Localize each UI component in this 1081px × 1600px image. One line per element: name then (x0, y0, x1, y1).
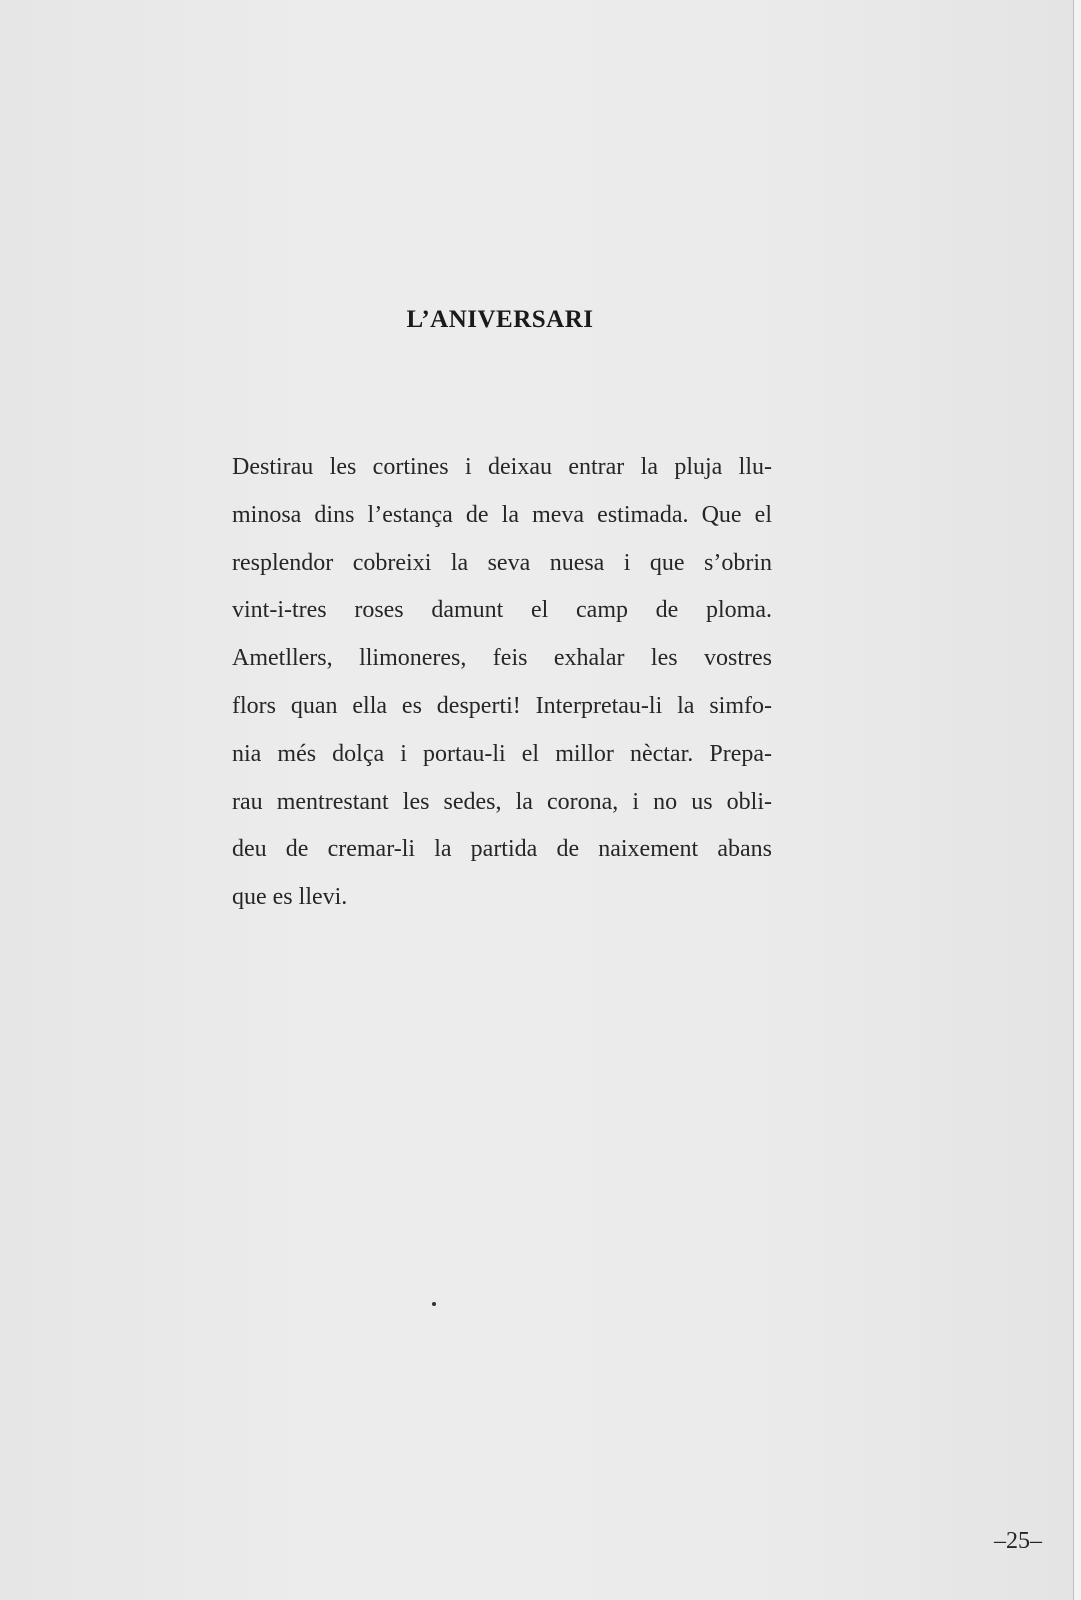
paragraph-line: Destirau les cortines i deixau entrar la pluja llu- (232, 454, 772, 480)
paragraph-line: rau mentrestant les sedes, la corona, i no us obli- (232, 788, 772, 815)
paragraph-line: flors quan ella es desperti! Interpretau-li la simfo- (232, 692, 772, 719)
paragraph-line: que es llevi. (232, 884, 348, 911)
paragraph-line: vint-i-tres roses damunt el camp de ploma. (232, 597, 772, 624)
paragraph-line: nia més dolça i portau-li el millor nèctar. Prepa- (232, 740, 772, 767)
page-edge (1073, 0, 1081, 1600)
paragraph-line: resplendor cobreixi la seva nuesa i que s’obrin (232, 549, 772, 576)
print-speck (432, 1302, 436, 1306)
poem-paragraph (232, 444, 772, 922)
paragraph-line: deu de cremar-li la partida de naixement abans (232, 836, 772, 863)
paragraph-line: Ametllers, llimoneres, feis exhalar les vostres (232, 645, 772, 672)
paragraph-line: minosa dins l’estança de la meva estimada. Que el (232, 501, 772, 528)
page-number: –25– (994, 1528, 1042, 1554)
poem-title: L’ANIVERSARI (406, 306, 594, 333)
